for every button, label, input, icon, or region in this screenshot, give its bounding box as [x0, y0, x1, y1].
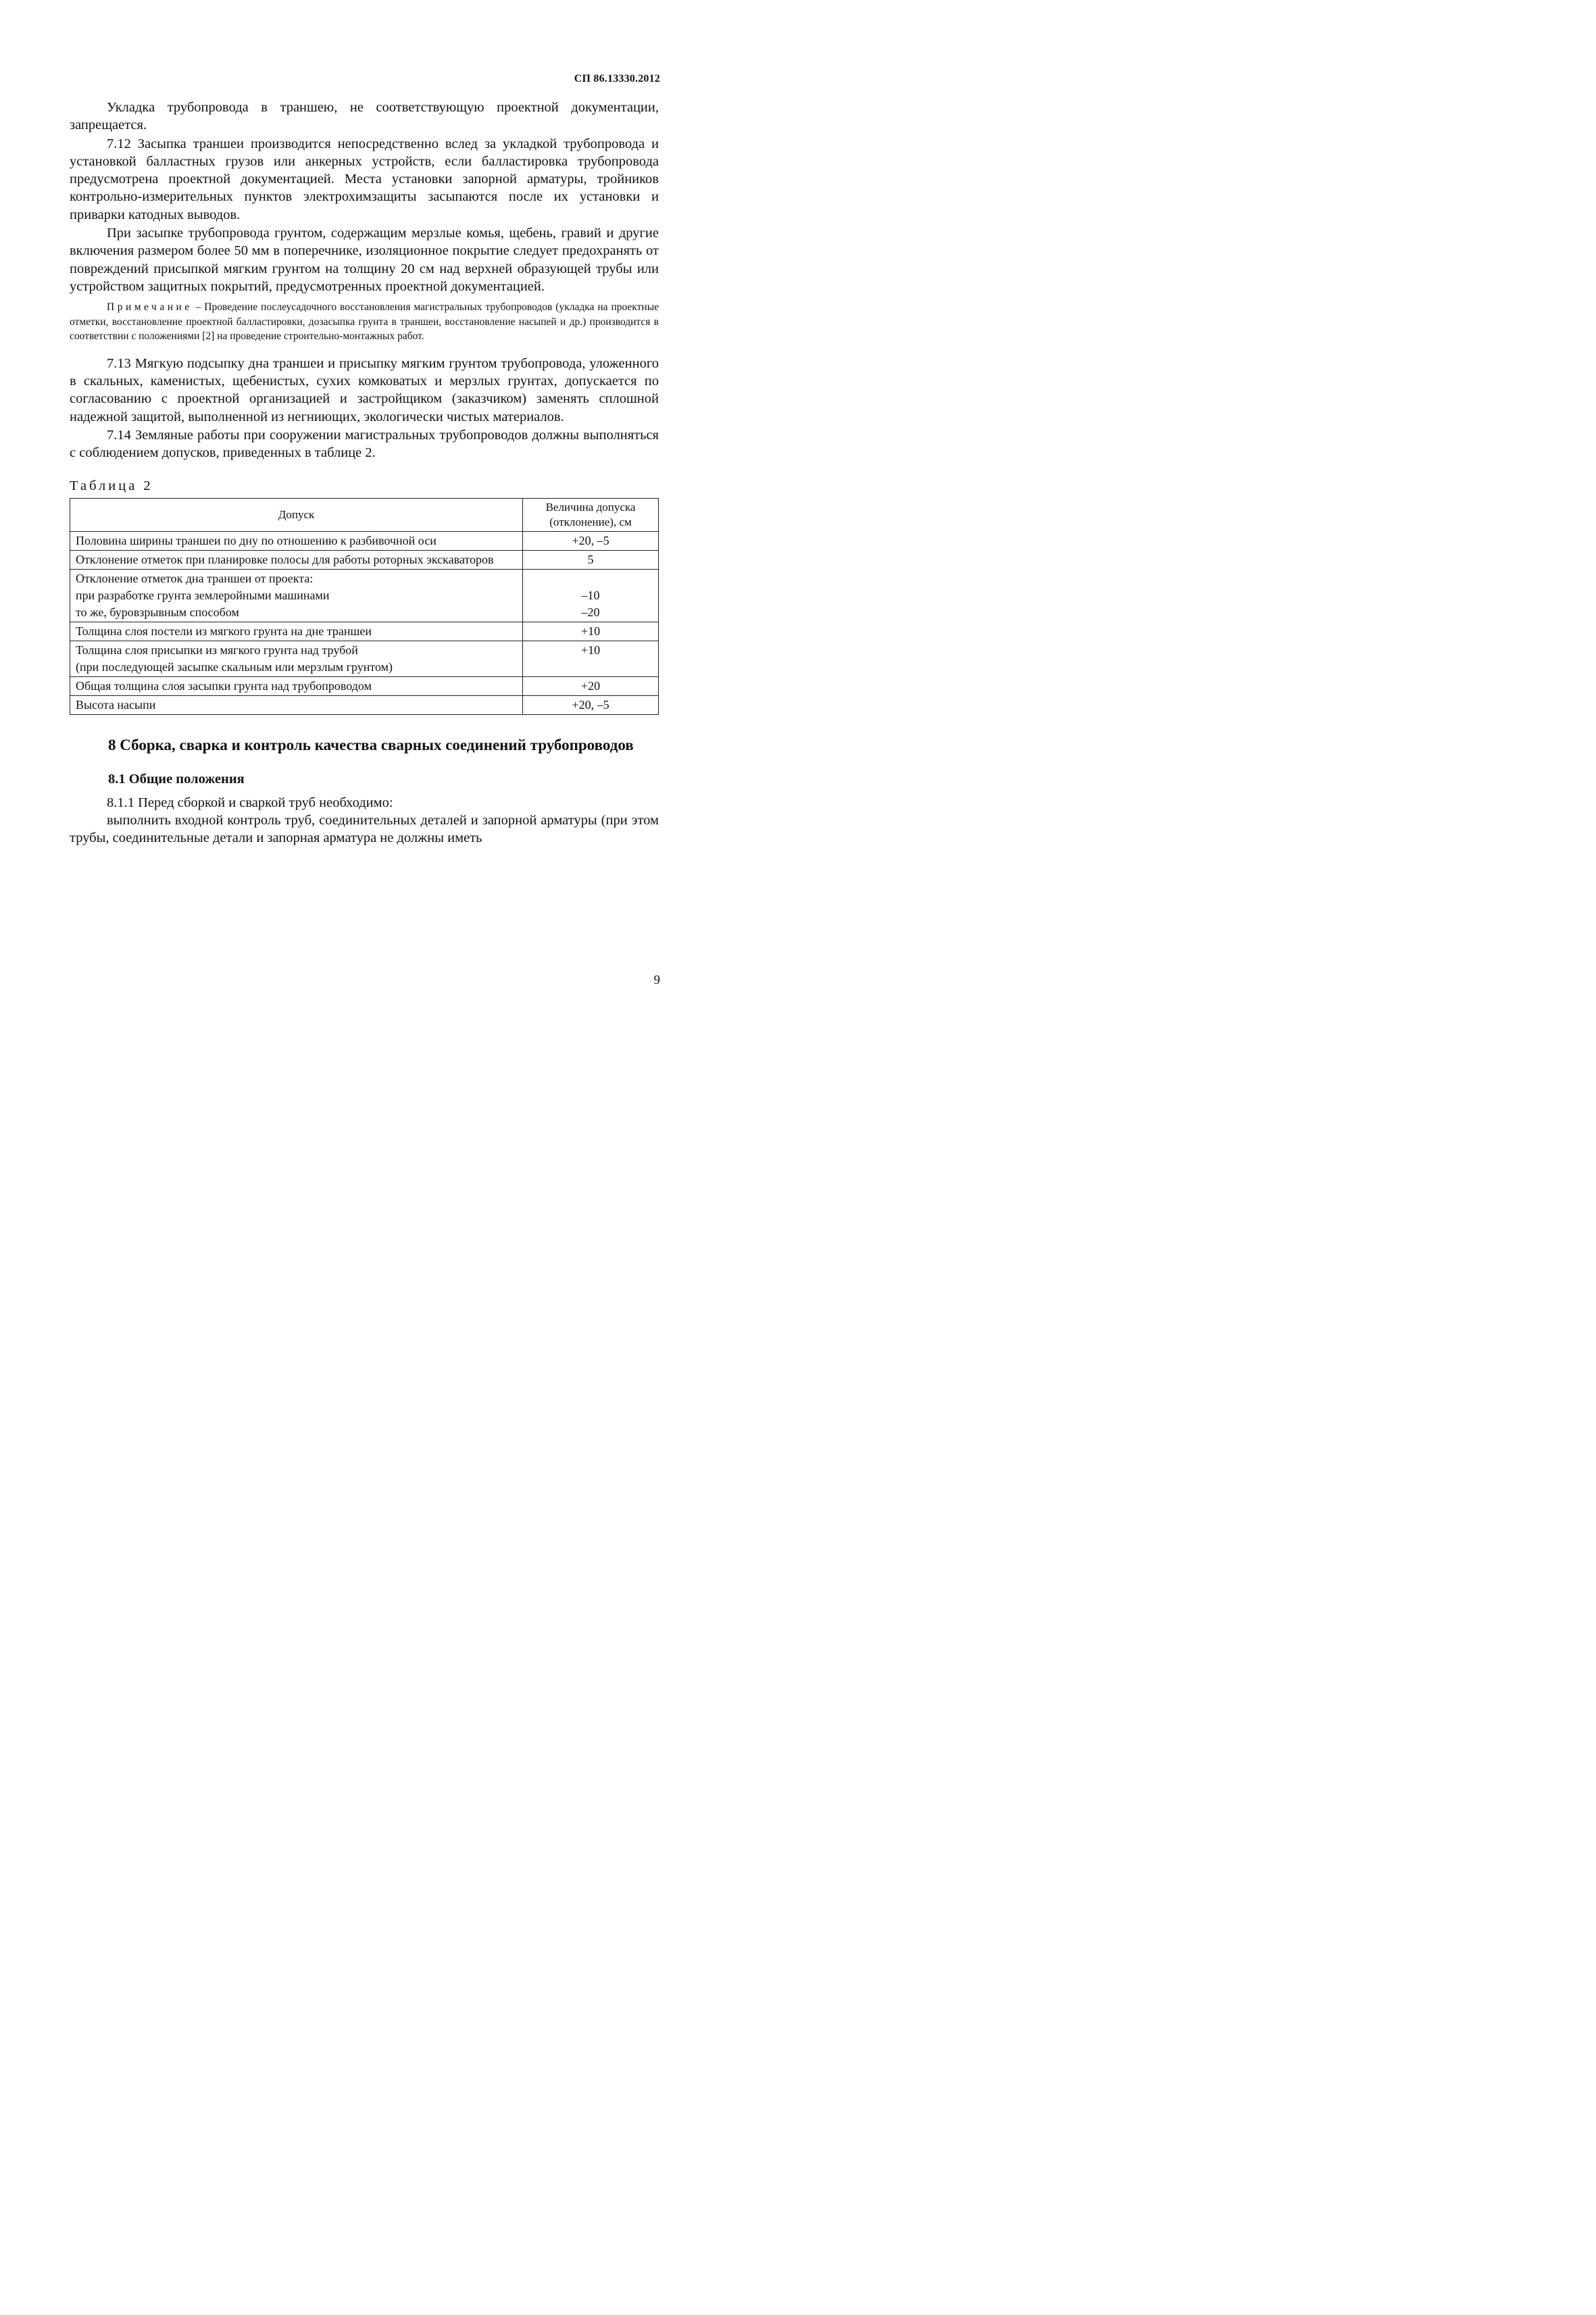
- table-cell-line: –10: [581, 588, 600, 602]
- table-cell-label: [70, 641, 523, 676]
- paragraph: выполнить входной контроль труб, соединительных деталей и запорной арматуры (при этом трубы, соединительные детали и запорная арматура не должны иметь: [70, 812, 659, 846]
- table-cell-line: –20: [581, 605, 600, 619]
- table-cell-line: то же, буровзрывным способом: [76, 605, 239, 619]
- table-header-row: [70, 498, 659, 531]
- table-cell-line: Отклонение отметок дна траншеи от проекта:: [76, 571, 314, 585]
- table-cell-value: +20, –5: [523, 531, 659, 550]
- table-cell-value: +10: [523, 622, 659, 641]
- page-number: 9: [653, 973, 660, 987]
- table-cell-value: [523, 569, 659, 622]
- table-header-tolerance: Допуск: [70, 498, 523, 531]
- paragraph-8-1-1: 8.1.1 Перед сборкой и сваркой труб необходимо:: [107, 795, 393, 810]
- table-title: Таблица 2: [70, 478, 153, 493]
- paragraph: Укладка трубопровода в траншею, не соответствующую проектной документации, запрещается.: [70, 100, 659, 133]
- table-cell-line: [528, 570, 653, 587]
- table-cell-label: Толщина слоя постели из мягкого грунта на дне траншеи: [70, 622, 523, 641]
- table-cell-value: +20, –5: [523, 695, 659, 714]
- paragraph-7-13: 7.13 Мягкую подсыпку дна траншеи и присыпку мягким грунтом трубопровода, уложенного в скальных, каменистых, щебенистых, сухих комковатых и мерзлых грунтах, допускается по согласованию с проектной организацией и застройщиком (заказчиком) заменять сплошной надежной защитой, выполненной из негниющих, экологически чистых материалов.: [70, 355, 659, 424]
- table-row: [70, 569, 659, 622]
- table-cell-label: Высота насыпи: [70, 695, 523, 714]
- table-cell-value: 5: [523, 550, 659, 569]
- note: [70, 300, 659, 344]
- table-row: [70, 676, 659, 695]
- note-label: Примечание: [107, 301, 193, 314]
- table-row: [70, 695, 659, 714]
- table-header-value: Величина допуска (отклонение), см: [523, 498, 659, 531]
- table-row: [70, 641, 659, 676]
- table-row: [70, 531, 659, 550]
- page-content: [70, 99, 659, 847]
- table-cell-value: +20: [523, 676, 659, 695]
- section-heading: 8 Сборка, сварка и контроль качества сварных соединений трубопроводов: [108, 736, 634, 753]
- table-row: [70, 622, 659, 641]
- document-page: [0, 0, 730, 1058]
- note-text: – Проведение послеусадочного восстановления магистральных трубопроводов (укладка на проектные отметки, восстановление проектной балластировки, дозасыпка грунта в траншеи, восстановление насыпей и др.) производится в соответствии с положениями [2] на проведение строительно-монтажных работ.: [70, 301, 659, 343]
- paragraph-7-12: 7.12 Засыпка траншеи производится непосредственно вслед за укладкой трубопровода и установкой балластных грузов или анкерных устройств, если балластировка трубопровода предусмотрена проектной документацией. Места установки запорной арматуры, тройников контрольно-измерительных пунктов электрохимзащиты засыпаются после их установки и приварки катодных выводов.: [70, 136, 659, 222]
- subsection-heading: 8.1 Общие положения: [108, 771, 245, 787]
- table-row: [70, 550, 659, 569]
- table-cell-line: Толщина слоя присыпки из мягкого грунта над трубой: [76, 643, 358, 657]
- table-cell-line: (при последующей засыпке скальным или мерзлым грунтом): [76, 659, 393, 674]
- paragraph-7-14: 7.14 Земляные работы при сооружении магистральных трубопроводов должны выполняться с соблюдением допусков, приведенных в таблице 2.: [70, 427, 659, 461]
- table-cell-line: при разработке грунта землеройными машинами: [76, 588, 330, 602]
- table-cell-label: Отклонение отметок при планировке полосы для работы роторных экскаваторов: [70, 550, 523, 569]
- table-cell-value: +10: [523, 641, 659, 676]
- table-cell-label: Половина ширины траншеи по дну по отношению к разбивочной оси: [70, 531, 523, 550]
- table-cell-label: [70, 569, 523, 622]
- tolerance-table: [70, 498, 659, 715]
- document-code: СП 86.13330.2012: [574, 73, 660, 84]
- table-cell-label: Общая толщина слоя засыпки грунта над трубопроводом: [70, 676, 523, 695]
- paragraph: При засыпке трубопровода грунтом, содержащим мерзлые комья, щебень, гравий и другие включения размером более 50 мм в поперечнике, изоляционное покрытие следует предохранять от повреждений присыпкой мягким грунтом на толщину 20 см над верхней образующей трубы или устройством защитных покрытий, предусмотренных проектной документацией.: [70, 226, 659, 294]
